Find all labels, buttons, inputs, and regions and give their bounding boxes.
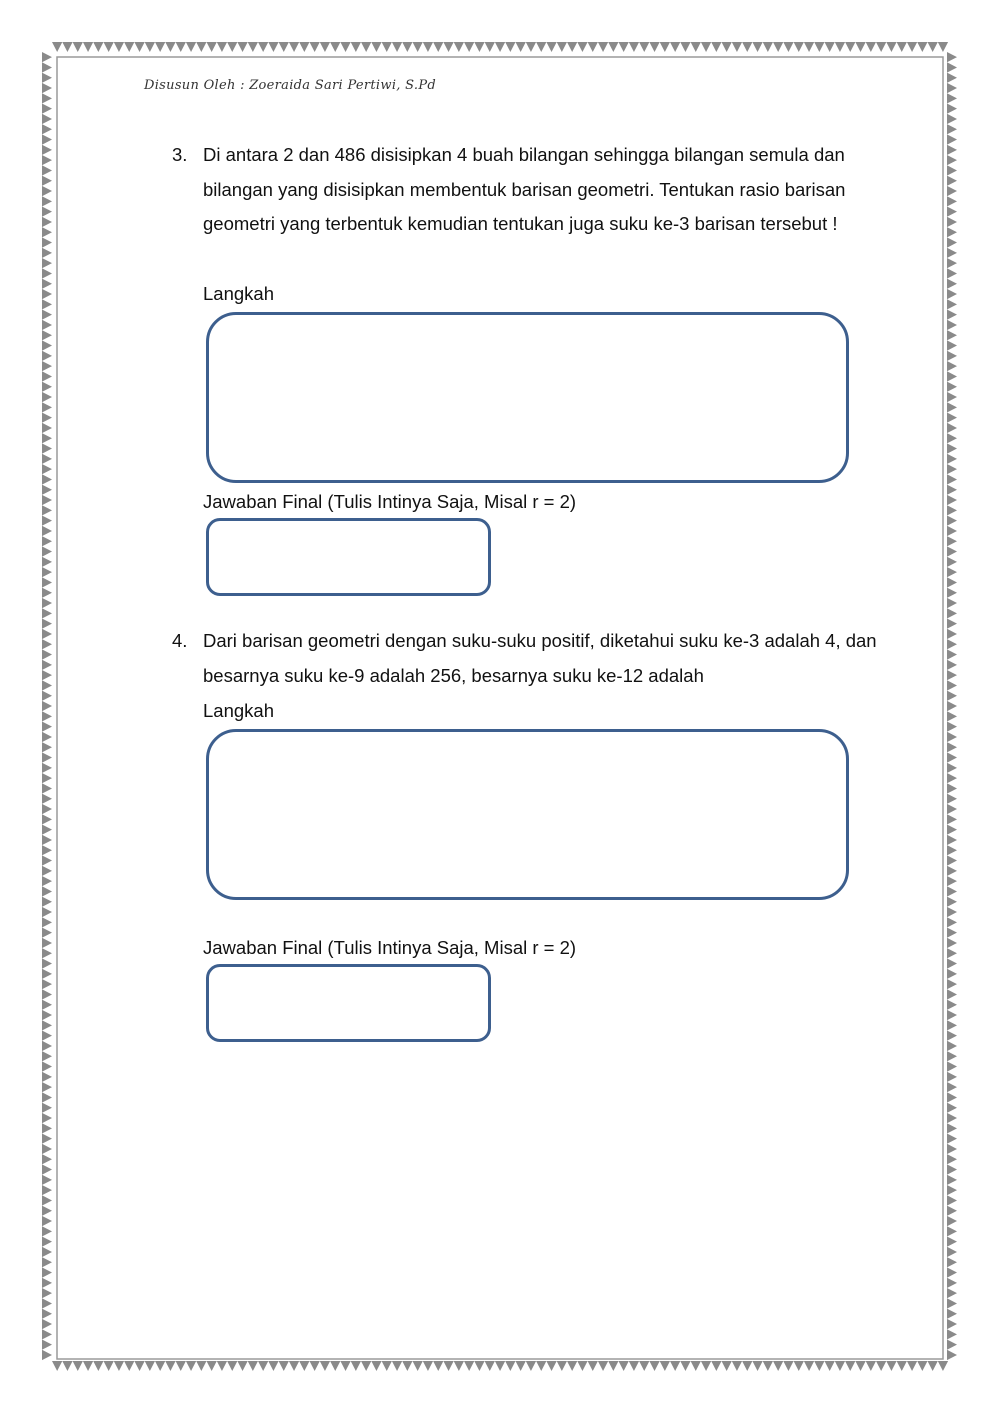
question-4	[172, 624, 892, 693]
steps-label: Langkah	[203, 283, 274, 304]
question-number: 4.	[172, 630, 188, 651]
question-3	[172, 138, 892, 242]
final-answer-box-q4[interactable]	[206, 964, 491, 1042]
final-answer-box-q3[interactable]	[206, 518, 491, 596]
steps-answer-box-q4[interactable]	[206, 729, 849, 900]
steps-label: Langkah	[203, 700, 274, 721]
question-text: Dari barisan geometri dengan suku-suku positif, diketahui suku ke-3 adalah 4, dan besarnya suku ke-9 adalah 256, besarnya suku ke-12 adalah	[203, 630, 877, 686]
question-text: Di antara 2 dan 486 disisipkan 4 buah bilangan sehingga bilangan semula dan bilangan yang disisipkan membentuk barisan geometri. Tentukan rasio barisan geometri yang terbentuk kemudian tentukan juga suku ke-3 barisan tersebut !	[203, 144, 846, 234]
question-number: 3.	[172, 144, 188, 165]
author-credit: Disusun Oleh : Zoeraida Sari Pertiwi, S.Pd	[144, 78, 436, 93]
final-answer-label: Jawaban Final (Tulis Intinya Saja, Misal r = 2)	[203, 491, 577, 512]
steps-answer-box-q3[interactable]	[206, 312, 849, 483]
final-answer-label: Jawaban Final (Tulis Intinya Saja, Misal r = 2)	[203, 937, 577, 958]
